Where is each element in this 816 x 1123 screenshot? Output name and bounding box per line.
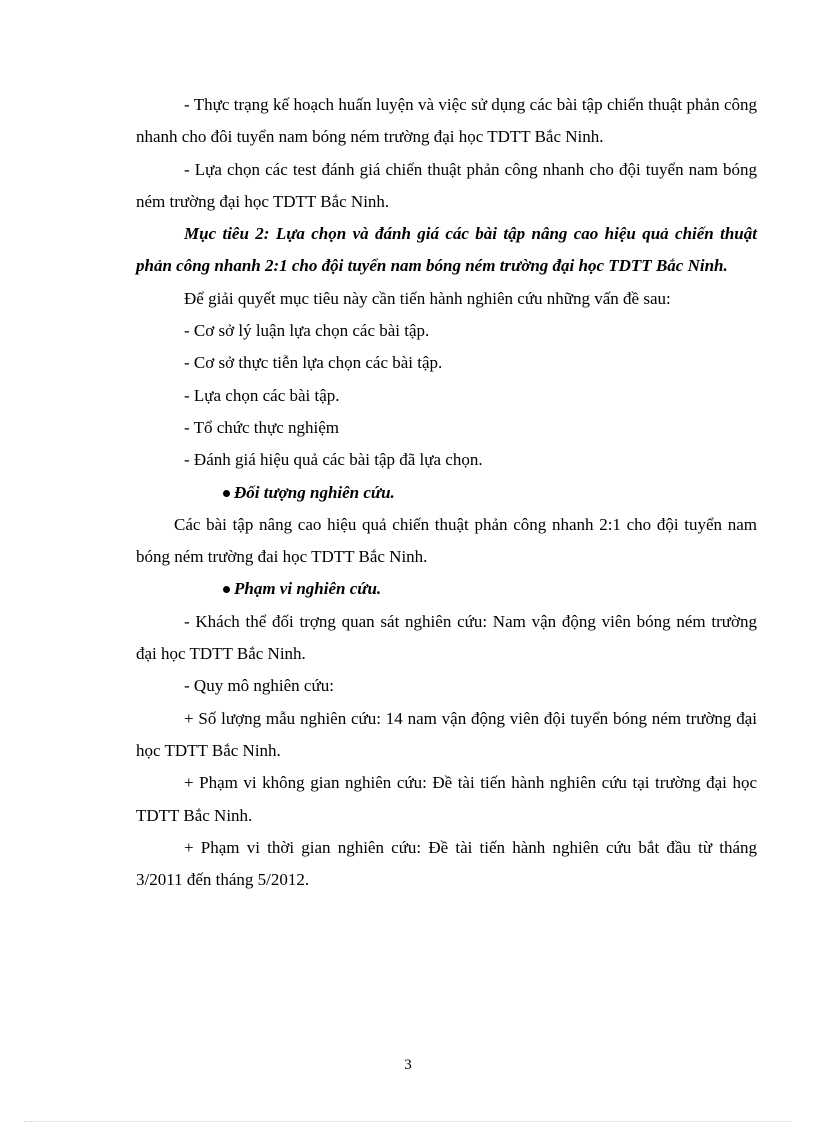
page-number: 3 — [404, 1057, 412, 1073]
document-body — [136, 89, 757, 896]
paragraph-research-issues-intro: Để giải quyết mục tiêu này cần tiến hành nghiên cứu những vấn đề sau: — [184, 288, 671, 308]
page-bottom-divider — [24, 1121, 792, 1122]
paragraph-test-selection: - Lựa chọn các test đánh giá chiến thuật phản công nhanh cho đội tuyển nam bóng ném trường đại học TDTT Bắc Ninh. — [136, 159, 757, 211]
list-item-experiment: - Tổ chức thực nghiệm — [184, 417, 340, 437]
list-item-theoretical-basis: - Cơ sở lý luận lựa chọn các bài tập. — [184, 321, 430, 341]
section-heading-research-subject — [136, 477, 757, 509]
paragraph-spatial-scope: + Phạm vi không gian nghiên cứu: Đề tài tiến hành nghiên cứu tại trường đại học TDTT Bắc Ninh. — [136, 773, 757, 825]
section-heading-research-scope — [136, 573, 757, 605]
objective-2-heading: Mục tiêu 2: Lựa chọn và đánh giá các bài tập nâng cao hiệu quả chiến thuật phản công nhanh 2:1 cho đội tuyển nam bóng ném trường đại học TDTT Bắc Ninh. — [136, 224, 757, 276]
paragraph-research-scale: - Quy mô nghiên cứu: — [184, 676, 334, 696]
bullet-icon — [223, 586, 230, 593]
paragraph-research-subject: Các bài tập nâng cao hiệu quả chiến thuật phản công nhanh 2:1 cho đội tuyển nam bóng ném trường đai học TDTT Bắc Ninh. — [136, 514, 757, 567]
section-heading-research-subject-text: Đối tượng nghiên cứu. — [234, 482, 395, 502]
paragraph-observed-object: - Khách thể đối trợng quan sát nghiên cứu: Nam vận động viên bóng ném trường đại học TDTT Bắc Ninh. — [136, 611, 757, 664]
list-item-practical-basis: - Cơ sở thực tiễn lựa chọn các bài tập. — [184, 353, 443, 373]
list-item-exercise-selection: - Lựa chọn các bài tập. — [184, 385, 340, 405]
section-heading-research-scope-text: Phạm vi nghiên cứu. — [234, 579, 382, 599]
bullet-icon — [223, 490, 230, 497]
list-item-evaluation: - Đánh giá hiệu quả các bài tập đã lựa chọn. — [184, 450, 483, 470]
paragraph-time-scope: + Phạm vi thời gian nghiên cứu: Đề tài tiến hành nghiên cứu bắt đầu từ tháng 3/2011 đến tháng 5/2012. — [136, 837, 757, 890]
paragraph-practice-status: - Thực trạng kế hoạch huấn luyện và việc sử dụng các bài tập chiến thuật phản công nhanh cho đôi tuyển nam bóng ném trường đại học TDTT Bắc Ninh. — [136, 95, 757, 147]
paragraph-sample-size: + Số lượng mẫu nghiên cứu: 14 nam vận động viên đội tuyển bóng ném trường đại học TDTT Bắc Ninh. — [136, 708, 757, 760]
